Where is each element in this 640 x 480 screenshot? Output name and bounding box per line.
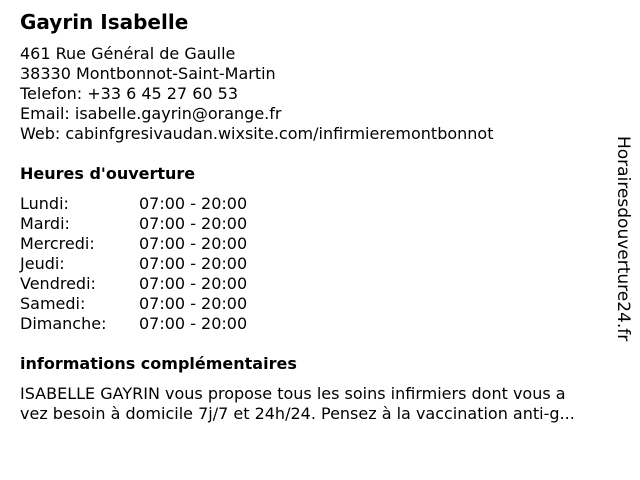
website-url: Web: cabinfgresivaudan.wixsite.com/infirmieremontbonnot [20,124,494,143]
time-range: 07:00 - 20:00 [139,294,248,313]
day-label: Vendredi: [20,274,96,293]
site-watermark [612,136,636,366]
hours-row-saturday [20,294,280,314]
time-range: 07:00 - 20:00 [139,254,248,273]
hours-row-tuesday [20,214,280,234]
hours-row-thursday [20,254,280,274]
phone-number: Telefon: +33 6 45 27 60 53 [20,84,239,103]
address-line-city: 38330 Montbonnot-Saint-Martin [20,64,276,83]
additional-info-heading: informations complémentaires [20,354,297,373]
opening-hours-heading: Heures d'ouverture [20,164,196,183]
day-label: Mardi: [20,214,70,233]
opening-hours-table [20,194,280,334]
day-label: Jeudi: [20,254,65,273]
time-range: 07:00 - 20:00 [139,234,248,253]
email-address: Email: isabelle.gayrin@orange.fr [20,104,282,123]
hours-row-sunday [20,314,280,334]
time-range: 07:00 - 20:00 [139,274,248,293]
contact-details [20,44,493,144]
time-range: 07:00 - 20:00 [139,194,248,213]
hours-row-wednesday [20,234,280,254]
day-label: Lundi: [20,194,69,213]
time-range: 07:00 - 20:00 [139,214,248,233]
address-line-street: 461 Rue Général de Gaulle [20,44,236,63]
hours-row-monday [20,194,280,214]
day-label: Samedi: [20,294,86,313]
time-range: 07:00 - 20:00 [139,314,248,333]
day-label: Dimanche: [20,314,107,333]
info-text-line-2: vez besoin à domicile 7j/7 et 24h/24. Pensez à la vaccination anti-g... [20,404,575,423]
business-name: Gayrin Isabelle [20,10,189,34]
watermark-text: Horairesdouverture24.fr [613,136,633,342]
day-label: Mercredi: [20,234,95,253]
hours-row-friday [20,274,280,294]
info-text-line-1: ISABELLE GAYRIN vous propose tous les soins infirmiers dont vous a [20,384,566,403]
additional-info-text [20,384,575,424]
